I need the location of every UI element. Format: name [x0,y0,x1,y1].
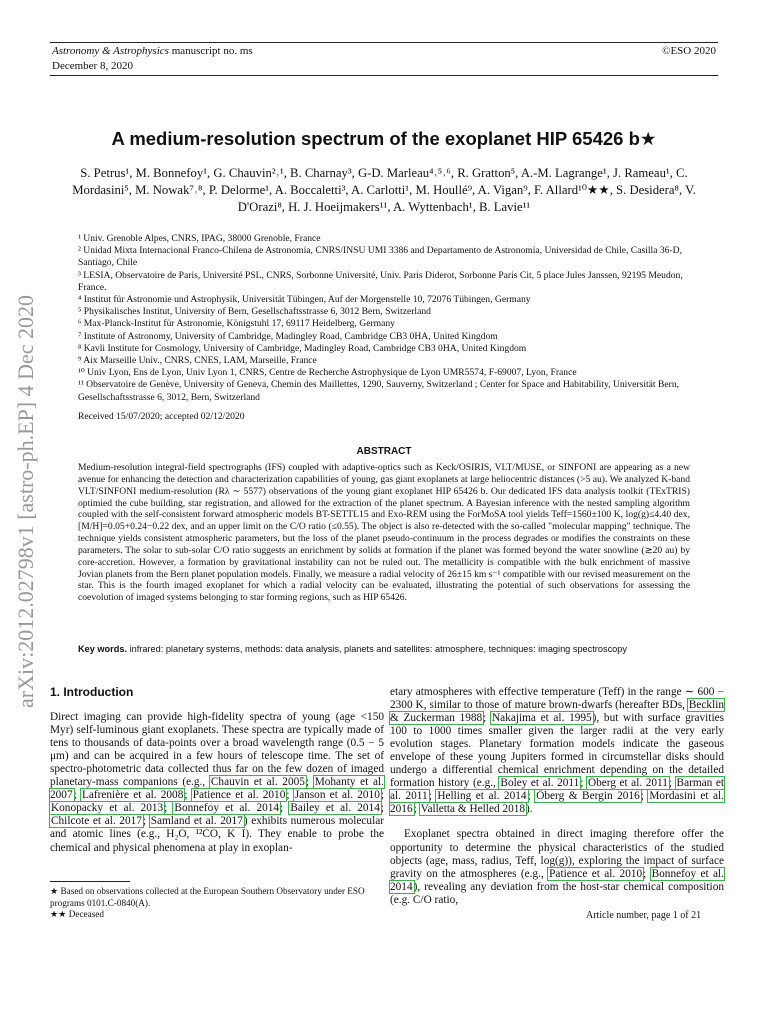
section-heading-introduction: 1. Introduction [50,685,134,699]
journal-name: Astronomy & Astrophysics [52,45,169,57]
keywords-line [78,644,718,654]
citation-separator: ; [643,867,651,880]
right-column [390,686,724,919]
paragraph-text: ). [526,803,533,816]
citation-separator: ; [142,815,150,828]
intro-paragraph-2 [390,828,724,906]
footnote-deceased: ★★ Deceased [50,909,104,919]
citation-link[interactable]: Valletta & Helled 2018 [420,803,526,816]
paragraph-text: etary atmospheres with effective temperature (Teff) in the range ∼ 600 − 2300 K, similar to those of mature brown-dwarfs (hereafter BDs, [390,686,724,712]
left-column [50,686,384,867]
citation-link[interactable]: Chauvin et al. 2005 [210,776,305,789]
citation-link[interactable]: Bonnefoy et al. 2014 [174,802,280,815]
citation-link[interactable]: Boley et al. 2011 [500,777,580,790]
paragraph-text: ), revealing any deviation from the host-star chemical composition (e.g. C/O ratio, [390,880,724,906]
arxiv-identifier-stamp: arXiv:2012.02798v1 [astro-ph.EP] 4 Dec 2020 [13,294,38,708]
affiliation-item: ³ LESIA, Observatoire de Paris, Université PSL, CNRS, Sorbonne Université, Univ. Paris Diderot, Sorbonne Paris Cit, 5 place Jules Janssen, 92195 Meudon, France. [78,269,683,293]
footnotes [50,886,384,921]
running-header [50,42,718,76]
citation-link[interactable]: Mordasini et al. 2016 [390,790,725,816]
citation-separator: ; [184,789,192,802]
affiliation-item: ¹¹ Observatoire de Genève, University of Geneva, Chemin des Maillettes, 1290, Sauverny, Switzerland ; Center for Space and Habitability, Universität Bern, Gesellschaftsstrasse 6, 3012, Bern, Switzerland [78,379,680,403]
citation-separator: ; [164,802,174,815]
citation-link[interactable]: Öberg & Bergin 2016 [536,790,640,803]
affiliation-item: ⁴ Institut für Astronomie und Astrophysik, Universität Tübingen, Auf der Morgenstelle 10, 72076 Tübingen, Germany [78,294,531,306]
citation-link[interactable]: Helling et al. 2014 [437,790,527,803]
affiliation-item: ⁹ Aix Marseille Univ., CNRS, CNES, LAM, Marseille, France [78,355,317,367]
footnote-divider [50,881,130,882]
citation-separator: ; [640,790,649,803]
citation-separator: ; [380,802,385,815]
citation-link[interactable]: Barman et al. 2011 [390,777,724,803]
citation-link[interactable]: Konopacky et al. 2013 [51,802,164,815]
citation-separator: ; [305,776,314,789]
citation-separator: ; [380,789,384,802]
affiliation-list [78,233,698,404]
author-list: S. Petrus¹, M. Bonnefoy¹, G. Chauvin²˒¹, B. Charnay³, G-D. Marleau⁴˒⁵˒⁶, R. Gratton⁵, A.-M. Lagrange¹, J. Rameau¹, C. Mordasini⁵, M. Nowak⁷˒⁸, P. Delorme¹, A. Boccaletti³, A. Carlotti¹, M. Houllé⁹, A. Vigan⁹, F. Allard¹⁰★★, S. Desidera⁸, V. D'Orazi⁸, H. J. Hoeijmakers¹¹, A. Wyttenbach¹, B. Lavie¹¹ [72,166,696,214]
manuscript-label: manuscript no. ms [168,45,253,57]
header-date: December 8, 2020 [52,60,133,72]
citation-link[interactable]: Mohanty et al. 2007 [50,776,384,802]
citation-link[interactable]: Patience et al. 2010 [192,789,286,802]
intro-paragraph-continued [390,686,724,816]
citation-link[interactable]: Bailey et al. 2014 [290,802,380,815]
citation-link[interactable]: Öberg et al. 2011 [587,777,668,790]
citation-link[interactable]: Becklin & Zuckerman 1988 [390,699,724,725]
affiliation-item: ⁸ Kavli Institute for Cosmology, University of Cambridge, Madingley Road, Cambridge CB3 0HA, United Kingdom [78,342,527,354]
footnote-observations: ★ Based on observations collected at the European Southern Observatory under ESO programs 0101.C-0840(A). [50,886,365,908]
journal-line [52,44,253,59]
citation-link[interactable]: Samland et al. 2017 [150,815,243,828]
paper-title: A medium-resolution spectrum of the exoplanet HIP 65426 b★ [111,128,657,149]
citation-link[interactable]: Nakajima et al. 1995 [492,712,592,725]
citation-separator: ; [668,777,676,790]
affiliation-item: ² Unidad Mixta Internacional Franco-Chilena de Astronomía, CNRS/INSU UMI 3386 and Departamento de Astronomía, Universidad de Chile, Casilla 36-D, Santiago, Chile [78,245,682,269]
intro-paragraph-1 [50,711,384,855]
citation-separator: ; [483,712,491,725]
citation-separator: ; [413,803,420,816]
paragraph-text: Exoplanet spectra obtained in direct imaging therefore offer the opportunity to determine the physical characteristics of the studied objects (age, mass, radius, Teff, log(g)), exploring the impact of surface gravity on the atmospheres (e.g., [390,828,724,880]
keywords-label: Key words. [78,644,128,654]
citation-separator: ; [286,789,294,802]
paragraph-text: ), but with surface gravities 100 to 1000 times smaller given the larger radii at the very early evolution stages. Planetary formation models indicate the gaseous envelope of these young Jupiters formed in circumstellar disks should undergo a differential chemical enrichment depending on the detailed formation history (e.g., [390,712,724,790]
affiliation-item: ¹⁰ Univ Lyon, Ens de Lyon, Univ Lyon 1, CNRS, Centre de Recherche Astrophysique de Lyon UMR5574, F-69007, Lyon, France [78,367,577,379]
abstract-text: Medium-resolution integral-field spectrographs (IFS) coupled with adaptive-optics such as Keck/OSIRIS, VLT/MUSE, or SINFONI are appearing as a new avenue for enhancing the detection and characterization capabilities of young, gas giant exoplanets at large heliocentric distances (>5 au). We analyzed K-band VLT/SINFONI medium-resolution (Rλ ∼ 5577) observations of the young giant exoplanet HIP 65426 b. Our dedicated IFS data analysis toolkit (TExTRIS) optimied the cube building, star registration, and allowed for the extraction of the planet spectrum. A Bayesian inference with the nested sampling algorithm coupled with the self-consistent forward atmospheric models BT-SETTL15 and Exo-REM using the ForMoSA tool yields Teff=1560±100 K, log(g)≤4.40 dex, [M/H]=0.05+0.24−0.22 dex, and an upper limit on the C/O ratio (≤0.55). The object is also re-detected with the so-called "molecular mapping" technique. The technique yields consistent atmospheric parameters, but the loss of the planet pseudo-continuum in the process degrades or modifies the constraints on these parameters. The solar to sub-solar C/O ratio suggests an enrichment by solids at formation if the planet was formed beyond the water snowline (≳20 au) by core-accretion. However, a formation by gravitational instability can not be ruled out. The metallicity is compatible with the bulk enrichment of massive Jovian planets from the Bern planet population models. Finally, we measure a radial velocity of 26±15 km s⁻¹ compatible with our revised measurement on the star. This is the fourth imaged exoplanet for which a radial velocity can be evaluated, illustrating the potential of such observations for assessing the coevolution of imaged systems belonging to star forming regions, such as HIP 65426. [78,462,690,604]
affiliation-item: ¹ Univ. Grenoble Alpes, CNRS, IPAG, 38000 Grenoble, France [78,233,321,244]
citation-separator: ; [428,790,437,803]
citation-separator: ; [280,802,290,815]
page-number: Article number, page 1 of 21 [586,910,702,921]
received-dates: Received 15/07/2020; accepted 02/12/2020 [78,411,245,422]
paragraph-text: Direct imaging can provide high-fidelity spectra of young (age <150 Myr) self-luminous giant exoplanets. These spectra are typically made of tens to thousands of data-points over a broad wavelength range (0.5 − 5 μm) and can be acquired in a few hours of telescope time. The set of spectro-photometric data collected thus far on the few dozen of imaged planetary-mass companions (e.g., [50,711,384,789]
copyright-notice: ©ESO 2020 [662,45,716,57]
citation-separator: ; [580,777,587,790]
citation-link[interactable]: Janson et al. 2010 [294,789,380,802]
abstract-heading: ABSTRACT [356,446,412,457]
citation-link[interactable]: Bonnefoy et al. 2014 [390,867,724,893]
affiliation-item: ⁷ Institute of Astronomy, University of Cambridge, Madingley Road, Cambridge CB3 0HA, United Kingdom [78,330,498,342]
citation-separator: ; [527,790,536,803]
paragraph-text: ) exhibits numerous molecular and atomic lines (e.g., H₂O, ¹²CO, K I). They enable to probe the chemical and physical phenomena at play in exoplan- [50,815,384,854]
citation-link[interactable]: Lafrenière et al. 2008 [81,789,184,802]
keywords-text: infrared: planetary systems, methods: data analysis, planets and satellites: atmosphere, techniques: imaging spectroscopy [127,644,627,654]
citation-link[interactable]: Patience et al. 2010 [549,867,643,880]
affiliation-item: ⁵ Physikalisches Institut, University of Bern, Gesellschaftsstrasse 6, 3012 Bern, Switzerland [78,306,431,318]
citation-separator: ; [73,789,81,802]
affiliation-item: ⁶ Max-Planck-Institut für Astronomie, Königstuhl 17, 69117 Heidelberg, Germany [78,318,395,330]
citation-link[interactable]: Chilcote et al. 2017 [51,815,142,828]
